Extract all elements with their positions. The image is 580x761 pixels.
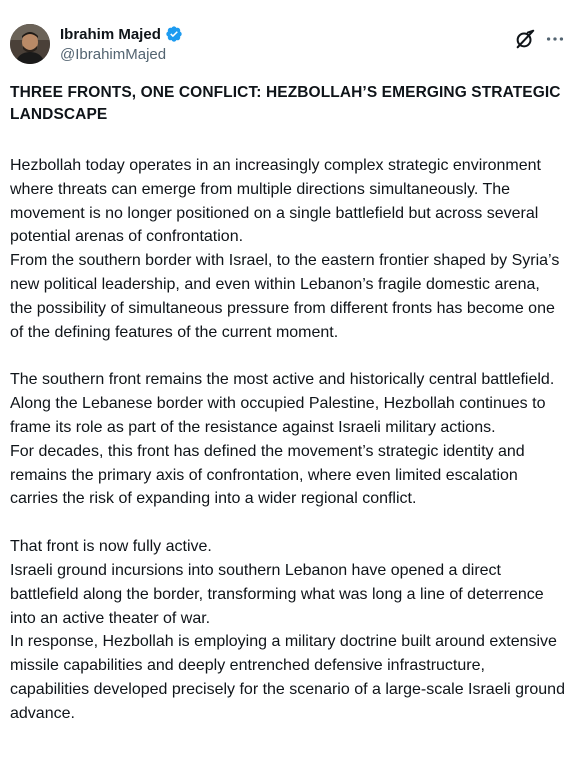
author-handle[interactable]: @IbrahimMajed bbox=[60, 46, 167, 63]
display-name[interactable]: Ibrahim Majed bbox=[60, 25, 161, 43]
paragraph: The southern front remains the most active and historically central battlefield. Along the Lebanese border with occupied Palestine, Hezbollah continues to frame its role as part of the resistance against Israeli military actions. bbox=[10, 371, 555, 436]
spacer bbox=[10, 126, 566, 154]
spacer bbox=[10, 344, 566, 368]
avatar-photo bbox=[10, 24, 50, 64]
paragraph: For decades, this front has defined the movement’s strategic identity and remains the primary axis of confrontation, where even limited escalation carries the risk of expanding into a wider regional conflict. bbox=[10, 442, 525, 508]
post-content bbox=[10, 82, 566, 726]
paragraph: Israeli ground incursions into southern Lebanon have opened a direct battlefield along the border, transforming what was long a line of deterrence into an active theater of war. bbox=[10, 561, 544, 627]
display-name-row bbox=[60, 24, 183, 44]
paragraph: Hezbollah today operates in an increasingly complex strategic environment where threats can emerge from multiple directions simultaneously. The movement is no longer positioned on a single battlefield but across several potential arenas of confrontation. bbox=[10, 157, 541, 246]
post-header bbox=[10, 20, 570, 68]
verified-badge-icon bbox=[165, 25, 183, 43]
author-names bbox=[60, 24, 183, 63]
grok-icon[interactable] bbox=[514, 28, 536, 50]
post-headline: THREE FRONTS, ONE CONFLICT: HEZBOLLAH’S EMERGING STRATEGIC LANDSCAPE bbox=[10, 84, 561, 123]
paragraph: In response, Hezbollah is employing a military doctrine built around extensive missile capabilities and deeply entrenched defensive infrastructure, capabilities developed precisely for the scenario of a large-scale Israeli ground advance. bbox=[10, 633, 565, 722]
paragraph: From the southern border with Israel, to the eastern frontier shaped by Syria’s new political leadership, and even within Lebanon’s fragile domestic arena, the possibility of simultaneous pressure from different fronts has become one of the defining features of the current moment. bbox=[10, 252, 560, 341]
spacer bbox=[10, 511, 566, 535]
avatar[interactable] bbox=[10, 24, 50, 64]
more-options-icon[interactable] bbox=[544, 28, 566, 50]
paragraph: That front is now fully active. bbox=[10, 538, 212, 556]
